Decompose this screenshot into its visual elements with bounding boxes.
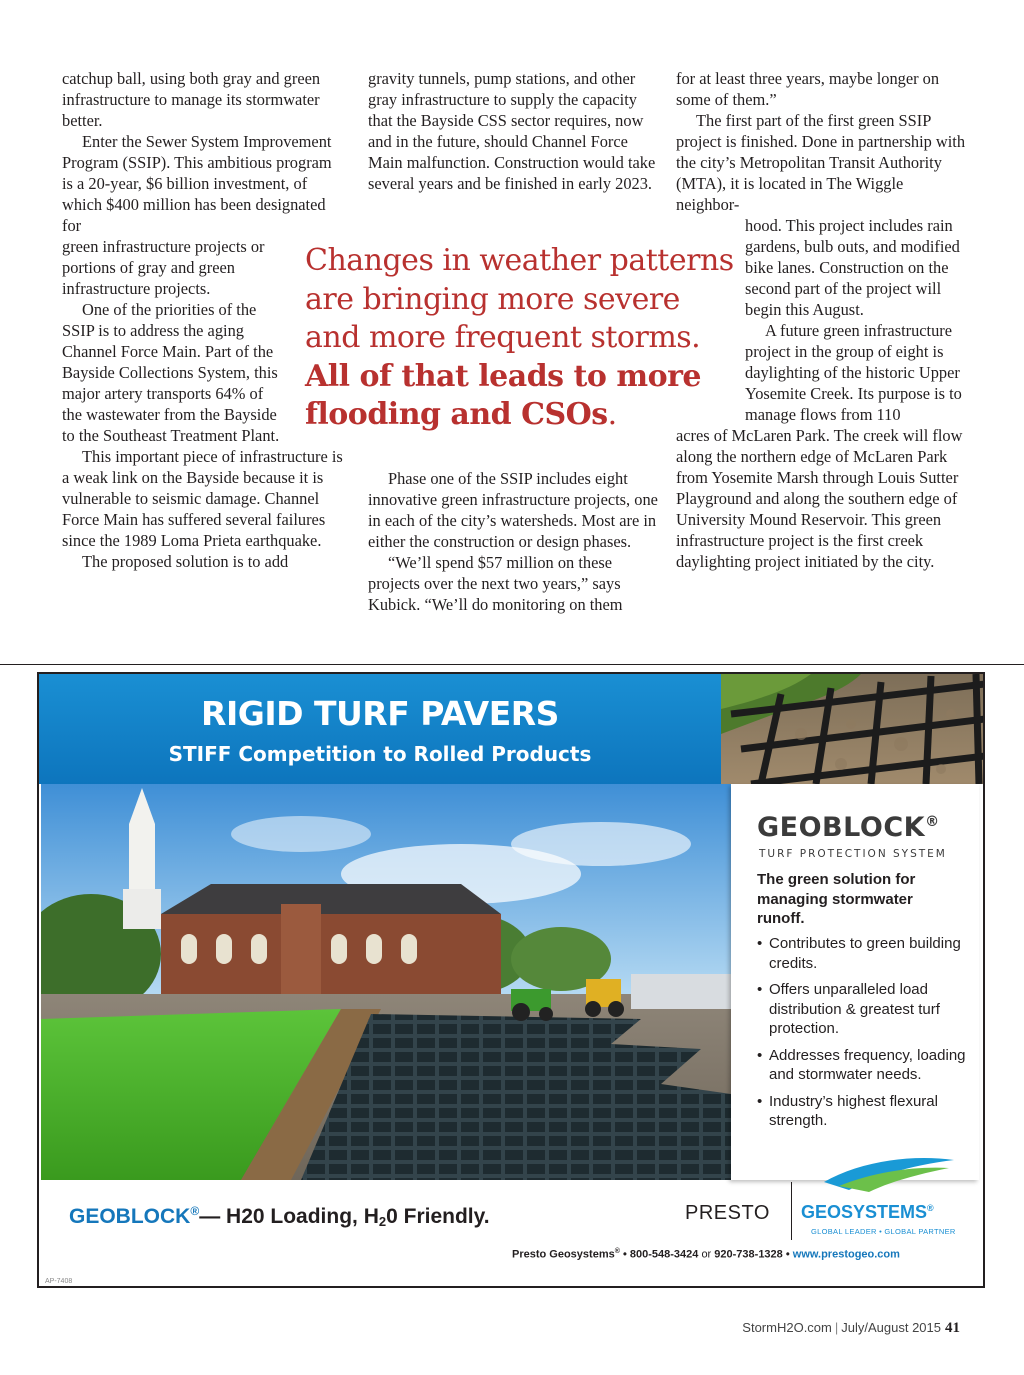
paragraph: acres of McLaren Park. The creek will flow along the northern edge of McLaren Park from Yosemite Marsh through Louis Sutter Playground and along the southern edge of University Mound Reservoir. This green infrastructure project is the first creek daylighting project initiated by the city. — [676, 426, 963, 571]
paragraph: green infrastructure projects or portions of gray and green infrastructure projects. — [62, 237, 265, 298]
pull-quote-regular: Changes in weather patterns are bringing more severe and more frequent storms. — [305, 243, 734, 355]
pull-quote — [305, 242, 735, 435]
geosystems-logo: GEOSYSTEMS® — [801, 1202, 934, 1222]
paragraph: One of the priorities of the SSIP is to address the aging Channel Force Main. Part of the Bayside Collections System, this major artery transports 64% of the wastewater from the Bayside to the Southeast Treatment Plant. — [62, 300, 280, 445]
geosystems-swoosh-icon — [819, 1152, 959, 1192]
paragraph: This important piece of infrastructure is a weak link on the Bayside because it is vulnerable to seismic damage. Channel Force Main has suffered several failures since the 1989 Loma Prieta earthquake. — [62, 447, 343, 550]
paragraph: Enter the Sewer System Improvement Program (SSIP). This ambitious program is a 20-year, $6 billion investment, of which $400 million has been designated for — [62, 132, 332, 235]
geoblock-tagline: TURF PROTECTION SYSTEM — [759, 848, 947, 860]
pull-quote-bold: All of that leads to more flooding and CSOs — [305, 358, 701, 432]
article-column-2-lower — [368, 468, 658, 615]
paragraph: A future green infrastructure project in the group of eight is daylighting of the historic Upper Yosemite Creek. Its purpose is to manage flows from 110 — [745, 321, 962, 424]
paragraph: gravity tunnels, pump stations, and other gray infrastructure to supply the capacity that the Bayside CSS sector requires, now and in the future, should Channel Force Main malfunction. Construction would take several years and be finished in early 2023. — [368, 69, 656, 193]
ad-contact: Presto Geosystems® • 800-548-3424 or 920-738-1328 • www.prestogeo.com — [512, 1248, 900, 1261]
article-column-1 — [62, 68, 344, 572]
advertisement — [37, 672, 985, 1288]
article-column-2 — [368, 68, 658, 194]
paragraph: Phase one of the SSIP includes eight innovative green infrastructure projects, one in each of the city’s watersheds. Most are in either the construction or design phases. — [368, 469, 658, 551]
paragraph: hood. This project includes rain gardens, bulb outs, and modified bike lanes. Construction on the second part of the project will begin this August. — [745, 216, 960, 319]
ad-heading: The green solution for managing stormwater runoff. — [757, 871, 916, 927]
ad-subtitle: STIFF Competition to Rolled Products — [168, 742, 592, 766]
list-item: • Industry’s highest flexural strength. — [757, 1092, 967, 1131]
list-item: • Addresses frequency, loading and stormwater needs. — [757, 1046, 967, 1085]
paragraph: The proposed solution is to add — [82, 552, 289, 571]
list-item: • Contributes to green building credits. — [757, 934, 967, 973]
page-footer: StormH2O.com | July/August 2015 41 — [742, 1320, 960, 1336]
ad-info-panel — [731, 784, 979, 1180]
ad-code: AP-7408 — [45, 1278, 73, 1285]
ad-bullet-list — [757, 934, 967, 1138]
ad-tagline: GEOBLOCK®— H20 Loading, $H_20$ Friendly. — [69, 1204, 490, 1229]
presto-logo: PRESTO — [685, 1202, 770, 1224]
paragraph: for at least three years, maybe longer on some of them.” — [676, 69, 940, 109]
paragraph: The first part of the first green SSIP project is finished. Done in partnership with the city’s Metropolitan Transit Authority (MTA), it is located in The Wiggle neighbor- — [676, 111, 966, 214]
divider-rule — [0, 664, 1024, 665]
paragraph: catchup ball, using both gray and green infrastructure to manage its stormwater better. — [62, 69, 321, 130]
logo-divider — [791, 1182, 792, 1240]
geoblock-logo: GEOBLOCK® — [757, 812, 940, 843]
list-item: • Offers unparalleled load distribution & greatest turf protection. — [757, 980, 967, 1039]
turf-paver-installation-image — [41, 784, 731, 1180]
page-number: 41 — [945, 1320, 960, 1336]
footer-site: StormH2O.com — [742, 1320, 832, 1335]
geosystems-tagline: GLOBAL LEADER • GLOBAL PARTNER — [811, 1227, 956, 1236]
paver-grid-closeup-image — [721, 674, 985, 784]
footer-issue: July/August 2015 — [841, 1320, 941, 1335]
pull-quote-end: . — [607, 397, 617, 432]
paragraph: “We’ll spend $57 million on these projects over the next two years,” says Kubick. “We’ll do monitoring on them — [368, 553, 623, 614]
ad-website-link[interactable]: www.prestogeo.com — [792, 1248, 900, 1261]
ad-title: RIGID TURF PAVERS — [201, 694, 559, 733]
